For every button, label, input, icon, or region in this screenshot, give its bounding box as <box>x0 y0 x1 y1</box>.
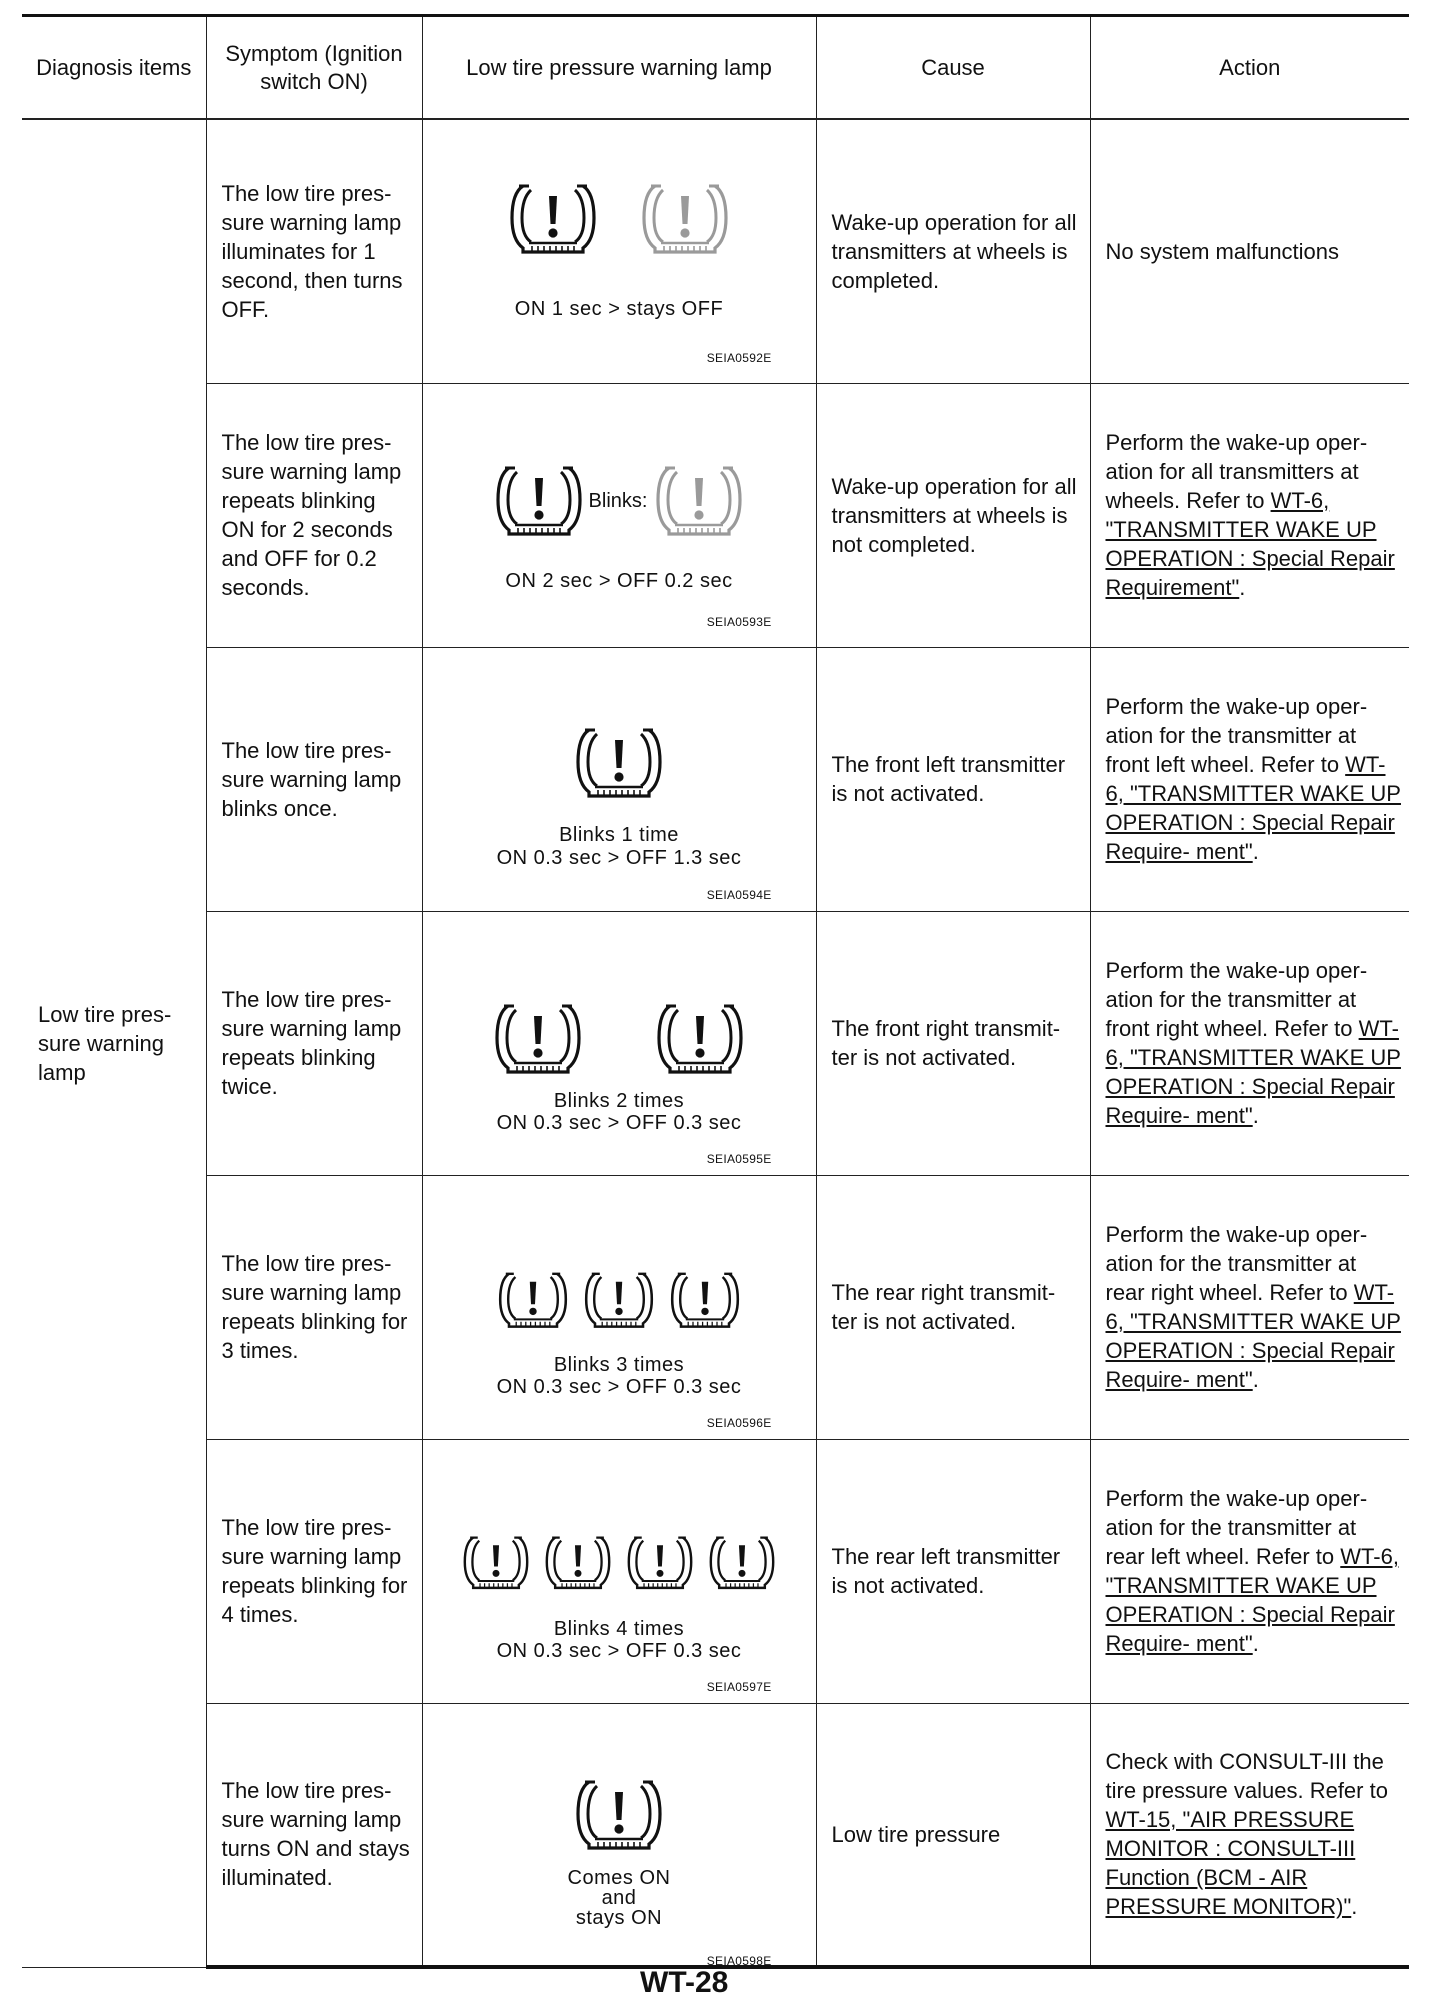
header-action: Action <box>1090 16 1409 120</box>
figure-code: SEIA0597E <box>706 1679 772 1694</box>
action-text: Perform the wake-up oper- ation for the transmitter at front left wheel. Refer to WT-6, "TRANSMITTER WAKE UP OPERATION : Special Repair Require- ment". <box>1105 694 1401 864</box>
table-row <box>22 911 1409 1175</box>
table-row <box>22 1703 1409 1967</box>
tire-pressure-warning-icon <box>582 1269 656 1333</box>
diagnosis-item: Low tire pres- sure warning lamp <box>38 1001 172 1085</box>
lamp-timing-label: ON 0.3 sec > OFF 0.3 sec <box>496 1639 742 1662</box>
cause-text: Wake-up operation for all transmitters at wheels is completed. <box>831 209 1077 293</box>
header-cause: Cause <box>816 16 1090 120</box>
tire-pressure-warning-icon <box>573 724 665 804</box>
page-footer: WT-28 <box>640 1966 729 1999</box>
cause-text: Wake-up operation for all transmitters at wheels is not completed. <box>831 473 1077 557</box>
action-text: Perform the wake-up oper- ation for the transmitter at front right wheel. Refer to WT-6, "TRANSMITTER WAKE UP OPERATION : Special Repair Require- ment". <box>1105 958 1401 1128</box>
lamp-timing-label: ON 0.3 sec > OFF 1.3 sec <box>496 846 742 869</box>
figure-code: SEIA0598E <box>706 1953 772 1968</box>
action-link[interactable]: WT-6, "TRANSMITTER WAKE UP OPERATION : Special Repair Require- ment" <box>1105 1544 1399 1656</box>
tire-pressure-warning-icon <box>461 1533 531 1594</box>
lamp-figure <box>422 1703 816 1967</box>
lamp-blink-count: Blinks 1 time <box>559 823 679 846</box>
table-row <box>22 119 1409 383</box>
header-lamp: Low tire pressure warning lamp <box>422 16 816 120</box>
symptom-text: The low tire pres- sure warning lamp illuminates for 1 second, then turns OFF. <box>221 180 403 322</box>
action-link[interactable]: WT-15, "AIR PRESSURE MONITOR : CONSULT-III Function (BCM - AIR PRESSURE MONITOR)" <box>1105 1807 1356 1920</box>
action-text: No system malfunctions <box>1105 238 1340 264</box>
tire-pressure-warning-icon <box>507 180 599 260</box>
figure-code: SEIA0595E <box>706 1151 772 1166</box>
lamp-blink-count: Blinks 4 times <box>553 1617 685 1640</box>
table-row <box>22 383 1409 647</box>
symptom-text: The low tire pres- sure warning lamp repeats blinking twice. <box>221 987 402 1099</box>
lamp-figure <box>422 1439 816 1703</box>
action-text: Perform the wake-up oper- ation for the transmitter at rear right wheel. Refer to WT-6, "TRANSMITTER WAKE UP OPERATION : Special Repair Require- ment". <box>1105 1222 1401 1392</box>
symptom-text: The low tire pres- sure warning lamp repeats blinking for 4 times. <box>221 1515 408 1627</box>
cause-text: The rear left transmitter is not activated. <box>831 1544 1061 1598</box>
figure-code: SEIA0594E <box>706 887 772 902</box>
lamp-figure <box>422 911 816 1175</box>
tire-pressure-warning-icon-off <box>639 180 731 260</box>
tire-pressure-warning-icon <box>654 1000 746 1080</box>
action-text: Check with CONSULT-III the tire pressure values. Refer to WT-15, "AIR PRESSURE MONITOR : CONSULT-III Function (BCM - AIR PRESSURE MONITOR)". <box>1105 1749 1388 1920</box>
symptom-text: The low tire pres- sure warning lamp turns ON and stays illuminated. <box>221 1778 410 1891</box>
lamp-label-and: and <box>601 1886 637 1909</box>
figure-code: SEIA0596E <box>706 1415 772 1430</box>
table-row <box>22 647 1409 911</box>
figure-code: SEIA0593E <box>706 614 772 629</box>
tire-pressure-warning-icon <box>625 1533 695 1594</box>
tire-pressure-warning-icon <box>668 1269 742 1333</box>
tire-pressure-warning-icon <box>496 1269 570 1333</box>
header-diagnosis-items: Diagnosis items <box>22 16 206 120</box>
action-link[interactable]: WT-6, "TRANSMITTER WAKE UP OPERATION : Special Repair Require- ment" <box>1105 1016 1401 1128</box>
lamp-blink-count: Blinks 3 times <box>553 1353 685 1376</box>
blinks-label: Blinks: <box>588 490 648 512</box>
action-text: Perform the wake-up oper- ation for the transmitter at rear left wheel. Refer to WT-6, "TRANSMITTER WAKE UP OPERATION : Special Repair Require- ment". <box>1105 1486 1399 1656</box>
tire-pressure-warning-icon <box>493 462 585 542</box>
tire-pressure-warning-icon <box>707 1533 777 1594</box>
cause-text: The rear right transmit- ter is not activated. <box>831 1280 1056 1334</box>
lamp-blink-count: Blinks 2 times <box>553 1089 685 1112</box>
tire-pressure-warning-icon-off <box>653 462 745 542</box>
cause-text: The front left transmitter is not activated. <box>831 752 1066 806</box>
lamp-timing-label: ON 0.3 sec > OFF 0.3 sec <box>496 1375 742 1398</box>
action-text: Perform the wake-up oper- ation for all transmitters at wheels. Refer to WT-6, "TRANSMITTER WAKE UP OPERATION : Special Repair Requirement". <box>1105 430 1395 600</box>
lamp-timing-label: ON 1 sec > stays OFF <box>514 298 724 320</box>
diagnosis-table <box>22 14 1409 1969</box>
action-link[interactable]: WT-6, "TRANSMITTER WAKE UP OPERATION : Special Repair Require- ment" <box>1105 752 1401 864</box>
lamp-label-stays-on: stays ON <box>575 1906 663 1929</box>
cause-text: Low tire pressure <box>831 1821 1001 1847</box>
lamp-figure <box>422 1175 816 1439</box>
lamp-timing-label: ON 2 sec > OFF 0.2 sec <box>505 569 733 592</box>
diagnosis-item-cell <box>22 119 206 1967</box>
table-row <box>22 1175 1409 1439</box>
action-link[interactable]: WT-6, "TRANSMITTER WAKE UP OPERATION : Special Repair Requirement" <box>1105 488 1395 600</box>
tire-pressure-warning-icon <box>543 1533 613 1594</box>
figure-code: SEIA0592E <box>706 351 772 365</box>
table-row <box>22 1439 1409 1703</box>
header-symptom: Symptom (Ignition switch ON) <box>206 16 422 120</box>
lamp-figure <box>422 647 816 911</box>
lamp-timing-label: ON 0.3 sec > OFF 0.3 sec <box>496 1111 742 1134</box>
tire-pressure-warning-icon <box>492 1000 584 1080</box>
symptom-text: The low tire pres- sure warning lamp repeats blinking ON for 2 seconds and OFF for 0.2 seconds. <box>221 430 402 600</box>
lamp-figure <box>422 383 816 647</box>
lamp-figure <box>422 119 816 383</box>
symptom-text: The low tire pres- sure warning lamp blinks once. <box>221 737 402 821</box>
lamp-label-comes-on: Comes ON <box>567 1866 671 1889</box>
cause-text: The front right transmit- ter is not activated. <box>831 1016 1061 1070</box>
action-link[interactable]: WT-6, "TRANSMITTER WAKE UP OPERATION : Special Repair Require- ment" <box>1105 1280 1401 1392</box>
symptom-text: The low tire pres- sure warning lamp repeats blinking for 3 times. <box>221 1251 408 1363</box>
tire-pressure-warning-icon <box>573 1776 665 1856</box>
